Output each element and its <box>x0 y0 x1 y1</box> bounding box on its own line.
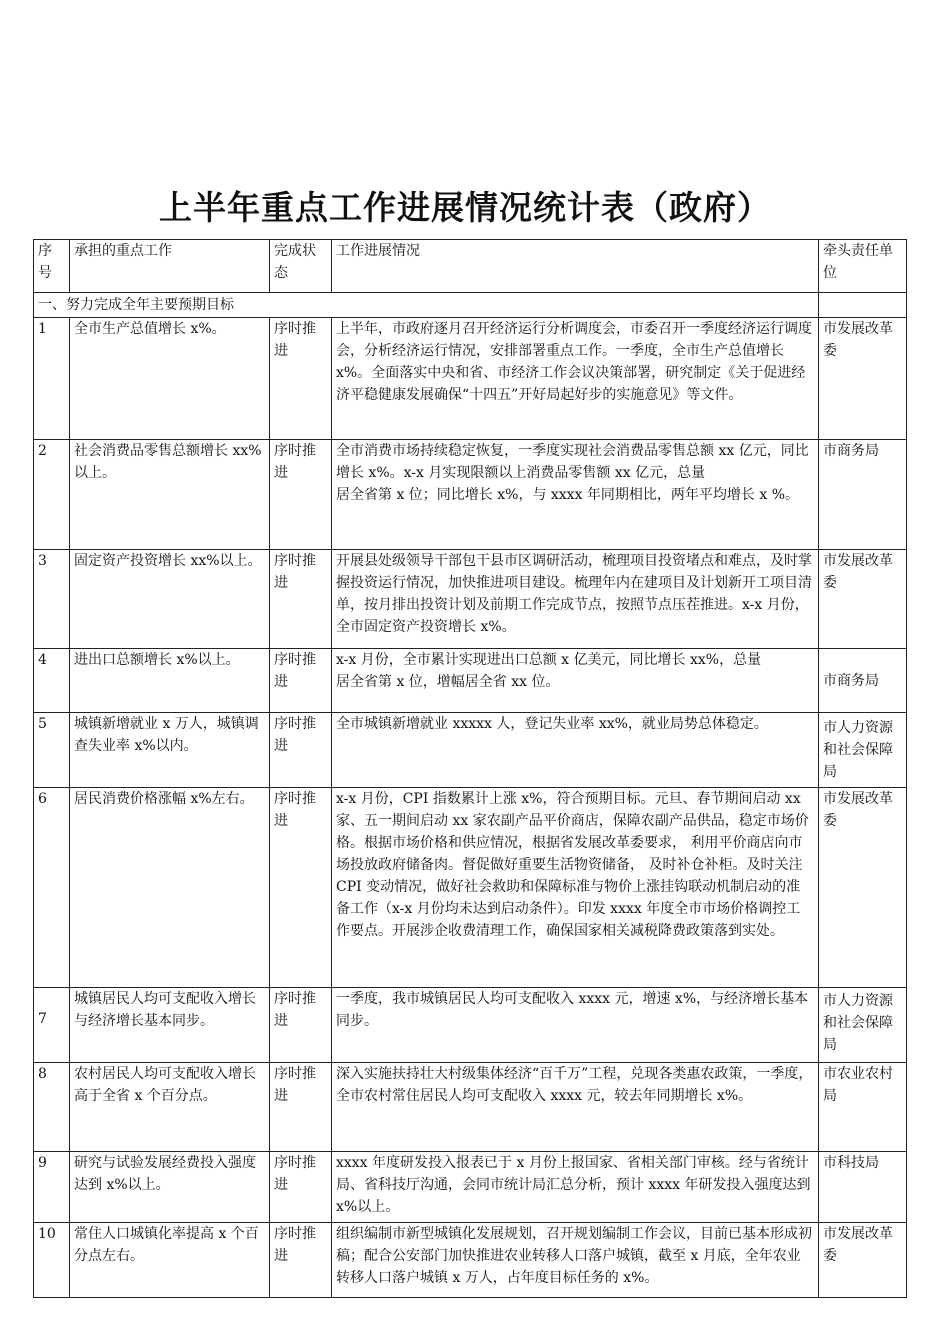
progress-paragraph: 组织编制市新型城镇化发展规划，召开规划编制工作会议，目前已基本形成初稿；配合公安部门加快推进农业转移人口落户城镇，截至 x 月底，全年农业转移人口落户城镇 x 万人，占年度目标任务的 x%。 <box>336 1226 812 1286</box>
row-status: 序时推进 <box>270 550 332 649</box>
table-row <box>34 440 907 550</box>
row-status: 序时推进 <box>270 988 332 1063</box>
table-row <box>34 788 907 988</box>
row-unit: 市人力资源和社会保障局 <box>819 988 907 1063</box>
row-unit: 市商务局 <box>819 440 907 550</box>
progress-paragraph: xxxx 年度研发投入报表已于 x 月份上报国家、省相关部门审核。经与省统计局、省科技厅沟通，会同市统计局汇总分析，预计 xxxx 年研发投入强度达到 x%以上。 <box>336 1155 811 1215</box>
row-progress <box>332 550 819 649</box>
row-progress <box>332 1152 819 1223</box>
table-row <box>34 1152 907 1223</box>
row-unit: 市科技局 <box>819 1152 907 1223</box>
progress-paragraph: 上半年，市政府逐月召开经济运行分析调度会，市委召开一季度经济运行调度会，分析经济运行情况，安排部署重点工作。一季度，全市生产总值增长 x%。全面落实中央和省、市经济工作会议决策部署，研究制定《关于促进经济平稳健康发展确保“十四五”开好局起好步的实施意见》等文件。 <box>336 321 812 403</box>
row-progress <box>332 988 819 1063</box>
row-progress <box>332 649 819 713</box>
progress-paragraph: 开展县处级领导干部包干县市区调研活动，梳理项目投资堵点和难点，及时掌握投资运行情况，加快推进项目建设。梳理年内在建项目及计划新开工项目清单，按月排出投资计划及前期工作完成节点，按照节点压茬推进。x-x 月份，全市固定资产投资增长 x%。 <box>336 553 812 635</box>
row-unit: 市农业农村局 <box>819 1063 907 1152</box>
progress-paragraph: 居全省第 x 位；同比增长 x%，与 xxxx 年同期相比，两年平均增长 x %。 <box>336 487 800 503</box>
row-unit: 市发展改革委 <box>819 1223 907 1298</box>
row-task: 农村居民人均可支配收入增长高于全省 x 个百分点。 <box>70 1063 270 1152</box>
section-empty-cell <box>819 293 907 318</box>
row-no: 3 <box>34 550 70 649</box>
table-row <box>34 1223 907 1298</box>
progress-table <box>33 239 907 1298</box>
row-unit: 市发展改革委 <box>819 788 907 988</box>
row-task: 全市生产总值增长 x%。 <box>70 318 270 440</box>
row-task: 城镇新增就业 x 万人，城镇调查失业率 x%以内。 <box>70 713 270 788</box>
section-row <box>34 293 907 318</box>
row-no: 1 <box>34 318 70 440</box>
row-task: 固定资产投资增长 xx%以上。 <box>70 550 270 649</box>
row-no: 10 <box>34 1223 70 1298</box>
table-row <box>34 1063 907 1152</box>
progress-paragraph: x-x 月份，全市累计实现进出口总额 x 亿美元，同比增长 xx%，总量 <box>336 652 762 668</box>
row-unit: 市商务局 <box>819 649 907 713</box>
header-unit: 牵头责任单位 <box>819 240 907 293</box>
row-status: 序时推进 <box>270 318 332 440</box>
progress-paragraph: 居全省第 x 位，增幅居全省 xx 位。 <box>336 674 560 690</box>
header-task: 承担的重点工作 <box>70 240 270 293</box>
row-status: 序时推进 <box>270 1223 332 1298</box>
table-row <box>34 649 907 713</box>
row-progress <box>332 1223 819 1298</box>
row-progress <box>332 713 819 788</box>
row-no: 9 <box>34 1152 70 1223</box>
progress-paragraph: 深入实施扶持壮大村级集体经济“百千万”工程，兑现各类惠农政策，一季度，全市农村常住居民人均可支配收入 xxxx 元，较去年同期增长 x%。 <box>336 1066 813 1104</box>
row-unit: 市发展改革委 <box>819 318 907 440</box>
progress-paragraph: x-x 月份，CPI 指数累计上涨 x%，符合预期目标。元旦、春节期间启动 xx 家、五一期间启动 xx 家农副产品平价商店，保障农副产品供品，稳定市场价格。根据市场价格和供应情况，根据省发展改革委要求， 利用平价商店向市场投放政府储备肉。督促做好重要生活物资储备， 及时补仓补柜。及时关注 CPI 变动情况，做好社会救助和保障标准与物价上涨挂钩联动机制启动的准备工作（x-x 月份均未达到启动条件）。印发 xxxx 年度全市市场价格调控工作要点。开展涉企收费清理工作，确保国家相关减税降费政策落到实处。 <box>336 791 809 939</box>
row-status: 序时推进 <box>270 1063 332 1152</box>
row-status: 序时推进 <box>270 788 332 988</box>
row-status: 序时推进 <box>270 1152 332 1223</box>
progress-paragraph: 全市消费市场持续稳定恢复，一季度实现社会消费品零售总额 xx 亿元，同比增长 x%。x-x 月实现限额以上消费品零售额 xx 亿元，总量 <box>336 443 809 481</box>
row-no: 7 <box>34 988 70 1063</box>
section-title: 一、努力完成全年主要预期目标 <box>34 293 819 318</box>
row-progress <box>332 440 819 550</box>
table-row <box>34 713 907 788</box>
row-no: 4 <box>34 649 70 713</box>
row-task: 常住人口城镇化率提高 x 个百分点左右。 <box>70 1223 270 1298</box>
row-unit: 市人力资源和社会保障局 <box>819 713 907 788</box>
header-row <box>34 240 907 293</box>
row-task: 居民消费价格涨幅 x%左右。 <box>70 788 270 988</box>
table-row <box>34 988 907 1063</box>
row-status: 序时推进 <box>270 440 332 550</box>
row-task: 研究与试验发展经费投入强度达到 x%以上。 <box>70 1152 270 1223</box>
row-task: 城镇居民人均可支配收入增长与经济增长基本同步。 <box>70 988 270 1063</box>
row-no: 8 <box>34 1063 70 1152</box>
table-row <box>34 318 907 440</box>
document-title: 上半年重点工作进展情况统计表（政府） <box>159 188 771 227</box>
row-progress <box>332 318 819 440</box>
row-status: 序时推进 <box>270 713 332 788</box>
progress-paragraph: 全市城镇新增就业 xxxxx 人，登记失业率 xx%，就业局势总体稳定。 <box>336 716 768 732</box>
row-unit: 市发展改革委 <box>819 550 907 649</box>
row-no: 5 <box>34 713 70 788</box>
row-no: 6 <box>34 788 70 988</box>
table-row <box>34 550 907 649</box>
row-no: 2 <box>34 440 70 550</box>
header-status: 完成状态 <box>270 240 332 293</box>
progress-paragraph: 一季度，我市城镇居民人均可支配收入 xxxx 元，增速 x%，与经济增长基本同步。 <box>336 991 809 1029</box>
row-task: 社会消费品零售总额增长 xx%以上。 <box>70 440 270 550</box>
header-no: 序号 <box>34 240 70 293</box>
row-status: 序时推进 <box>270 649 332 713</box>
row-task: 进出口总额增长 x%以上。 <box>70 649 270 713</box>
row-progress <box>332 788 819 988</box>
row-progress <box>332 1063 819 1152</box>
header-progress: 工作进展情况 <box>332 240 819 293</box>
